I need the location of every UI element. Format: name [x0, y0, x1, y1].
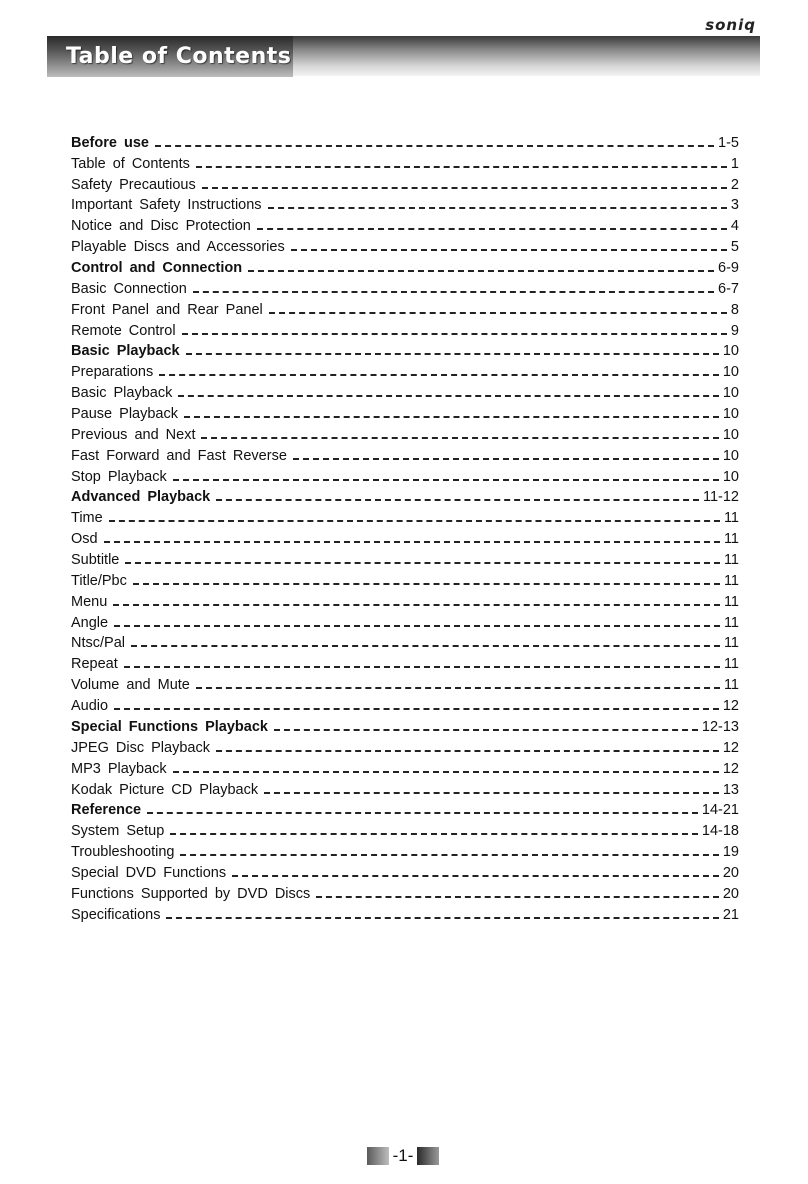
- toc-leader-line: [291, 249, 727, 251]
- toc-entry-label: Title/Pbc: [71, 572, 127, 589]
- toc-entry: [71, 590, 739, 611]
- toc-entry-page: 11: [723, 510, 739, 527]
- toc-leader-line: [216, 499, 699, 501]
- toc-entry-label: Stop Playback: [71, 468, 167, 485]
- toc-entry-label: Specifications: [71, 906, 161, 923]
- toc-entry-label: Angle: [71, 614, 109, 631]
- toc-entry-label: Before use: [71, 134, 149, 151]
- toc-entry-page: 12: [722, 739, 739, 756]
- toc-leader-line: [202, 187, 727, 189]
- toc-entry-label: Repeat: [71, 656, 118, 673]
- toc-entry: [71, 527, 739, 548]
- toc-entry-label: Subtitle: [71, 552, 120, 569]
- toc-entry: [71, 194, 739, 215]
- toc-entry-page: 20: [722, 864, 739, 881]
- toc-entry-page: 20: [722, 885, 739, 902]
- toc-leader-line: [201, 437, 718, 439]
- toc-entry: [71, 423, 739, 444]
- toc-entry-page: 10: [722, 468, 739, 485]
- toc-entry: [71, 298, 739, 319]
- toc-entry-label: Safety Precautious: [71, 176, 196, 193]
- toc-entry-page: 1-5: [718, 134, 739, 151]
- toc-entry-label: Important Safety Instructions: [71, 197, 262, 214]
- toc-leader-line: [124, 666, 720, 668]
- toc-leader-line: [131, 645, 720, 647]
- toc-leader-line: [182, 333, 727, 335]
- toc-entry-page: 11: [723, 552, 739, 569]
- table-of-contents: [71, 131, 739, 924]
- toc-entry-page: 14-18: [701, 823, 739, 840]
- toc-entry-page: 12-13: [701, 718, 739, 735]
- toc-entry-page: 11: [723, 614, 739, 631]
- toc-section-entry: [71, 131, 739, 152]
- toc-entry-label: JPEG Disc Playback: [71, 739, 210, 756]
- toc-entry-label: Audio: [71, 698, 109, 715]
- toc-entry-label: Fast Forward and Fast Reverse: [71, 447, 287, 464]
- footer-left-block: [367, 1147, 389, 1165]
- toc-leader-line: [216, 750, 719, 752]
- toc-leader-line: [178, 395, 719, 397]
- toc-entry-page: 6-9: [718, 260, 739, 277]
- toc-leader-line: [232, 875, 719, 877]
- toc-entry: [71, 778, 739, 799]
- toc-entry-page: 11-12: [702, 489, 739, 506]
- toc-entry-label: Ntsc/Pal: [71, 635, 125, 652]
- toc-entry: [71, 381, 739, 402]
- toc-leader-line: [133, 583, 720, 585]
- toc-entry-label: Basic Playback: [71, 385, 173, 402]
- toc-entry: [71, 319, 739, 340]
- toc-entry-page: 8: [730, 301, 739, 318]
- page-number: -1-: [392, 1146, 414, 1165]
- toc-leader-line: [147, 812, 698, 814]
- toc-leader-line: [114, 708, 719, 710]
- page-title: Table of Contents: [66, 44, 292, 69]
- toc-entry: [71, 861, 739, 882]
- toc-leader-line: [173, 479, 719, 481]
- toc-entry: [71, 214, 739, 235]
- toc-entry: [71, 569, 739, 590]
- page-footer: [367, 1146, 439, 1166]
- toc-entry-page: 10: [722, 447, 739, 464]
- toc-entry-page: 10: [722, 364, 739, 381]
- toc-entry: [71, 235, 739, 256]
- toc-entry: [71, 152, 739, 173]
- toc-entry: [71, 673, 739, 694]
- toc-entry: [71, 611, 739, 632]
- toc-entry: [71, 652, 739, 673]
- toc-leader-line: [184, 416, 719, 418]
- toc-section-entry: [71, 715, 739, 736]
- toc-section-entry: [71, 799, 739, 820]
- toc-leader-line: [264, 792, 719, 794]
- toc-leader-line: [180, 854, 718, 856]
- toc-entry: [71, 903, 739, 924]
- toc-leader-line: [170, 833, 698, 835]
- toc-leader-line: [196, 166, 727, 168]
- toc-entry-label: Advanced Playback: [71, 489, 211, 506]
- toc-entry-label: Basic Playback: [71, 343, 180, 360]
- toc-entry-page: 19: [722, 844, 739, 861]
- toc-entry: [71, 757, 739, 778]
- toc-entry: [71, 840, 739, 861]
- toc-leader-line: [114, 625, 720, 627]
- toc-entry-label: Special DVD Functions: [71, 864, 227, 881]
- toc-entry-page: 11: [723, 635, 739, 652]
- toc-leader-line: [193, 291, 714, 293]
- toc-leader-line: [316, 896, 719, 898]
- toc-entry-page: 10: [722, 406, 739, 423]
- toc-entry-label: Reference: [71, 802, 142, 819]
- toc-leader-line: [159, 374, 719, 376]
- toc-entry-label: Basic Connection: [71, 280, 187, 297]
- toc-entry-label: Functions Supported by DVD Discs: [71, 885, 311, 902]
- toc-entry: [71, 632, 739, 653]
- toc-entry: [71, 819, 739, 840]
- toc-entry-page: 6-7: [718, 280, 739, 297]
- toc-leader-line: [109, 520, 720, 522]
- toc-leader-line: [269, 312, 727, 314]
- toc-entry: [71, 882, 739, 903]
- toc-entry: [71, 694, 739, 715]
- toc-section-entry: [71, 486, 739, 507]
- toc-leader-line: [173, 771, 719, 773]
- footer-right-block: [417, 1147, 439, 1165]
- toc-entry-page: 10: [722, 343, 739, 360]
- toc-section-entry: [71, 256, 739, 277]
- toc-entry-label: Time: [71, 510, 103, 527]
- toc-entry-page: 12: [722, 698, 739, 715]
- toc-section-entry: [71, 340, 739, 361]
- toc-leader-line: [166, 917, 718, 919]
- toc-entry-page: 5: [730, 239, 739, 256]
- toc-leader-line: [257, 228, 727, 230]
- toc-entry-label: System Setup: [71, 823, 165, 840]
- toc-entry-page: 11: [723, 677, 739, 694]
- toc-leader-line: [274, 729, 698, 731]
- toc-entry-page: 3: [730, 197, 739, 214]
- toc-entry-page: 11: [723, 572, 739, 589]
- toc-entry: [71, 444, 739, 465]
- toc-entry-label: Special Functions Playback: [71, 718, 268, 735]
- toc-leader-line: [196, 687, 720, 689]
- toc-entry-page: 9: [730, 322, 739, 339]
- toc-entry-page: 10: [722, 385, 739, 402]
- toc-entry: [71, 736, 739, 757]
- toc-entry-page: 10: [722, 426, 739, 443]
- toc-entry-label: Front Panel and Rear Panel: [71, 301, 263, 318]
- toc-entry-label: Pause Playback: [71, 406, 178, 423]
- toc-entry-page: 11: [723, 593, 739, 610]
- toc-entry-label: Control and Connection: [71, 260, 243, 277]
- toc-entry-label: Remote Control: [71, 322, 176, 339]
- toc-entry-label: Notice and Disc Protection: [71, 218, 251, 235]
- toc-entry-label: Osd: [71, 531, 98, 548]
- toc-entry-label: MP3 Playback: [71, 760, 167, 777]
- toc-leader-line: [125, 562, 720, 564]
- toc-entry: [71, 402, 739, 423]
- toc-entry-page: 14-21: [701, 802, 739, 819]
- toc-leader-line: [186, 353, 719, 355]
- toc-leader-line: [113, 604, 720, 606]
- toc-entry-label: Menu: [71, 593, 108, 610]
- toc-entry-label: Kodak Picture CD Playback: [71, 781, 259, 798]
- toc-entry-label: Previous and Next: [71, 426, 196, 443]
- toc-entry-label: Troubleshooting: [71, 844, 175, 861]
- brand-logo: soniq: [705, 16, 756, 34]
- toc-entry-page: 2: [730, 176, 739, 193]
- toc-entry-page: 11: [723, 531, 739, 548]
- toc-entry: [71, 548, 739, 569]
- toc-entry-label: Playable Discs and Accessories: [71, 239, 285, 256]
- toc-entry-page: 1: [730, 155, 739, 172]
- toc-entry-label: Table of Contents: [71, 155, 190, 172]
- toc-leader-line: [248, 270, 714, 272]
- toc-entry-page: 4: [730, 218, 739, 235]
- toc-entry-page: 13: [722, 781, 739, 798]
- toc-entry: [71, 173, 739, 194]
- toc-entry: [71, 465, 739, 486]
- toc-leader-line: [155, 145, 714, 147]
- toc-entry-page: 11: [723, 656, 739, 673]
- toc-entry-label: Volume and Mute: [71, 677, 190, 694]
- toc-leader-line: [268, 207, 727, 209]
- toc-leader-line: [104, 541, 720, 543]
- toc-entry-page: 21: [722, 906, 739, 923]
- toc-entry: [71, 277, 739, 298]
- toc-entry-page: 12: [722, 760, 739, 777]
- toc-entry: [71, 360, 739, 381]
- toc-leader-line: [293, 458, 719, 460]
- toc-entry-label: Preparations: [71, 364, 154, 381]
- toc-entry: [71, 506, 739, 527]
